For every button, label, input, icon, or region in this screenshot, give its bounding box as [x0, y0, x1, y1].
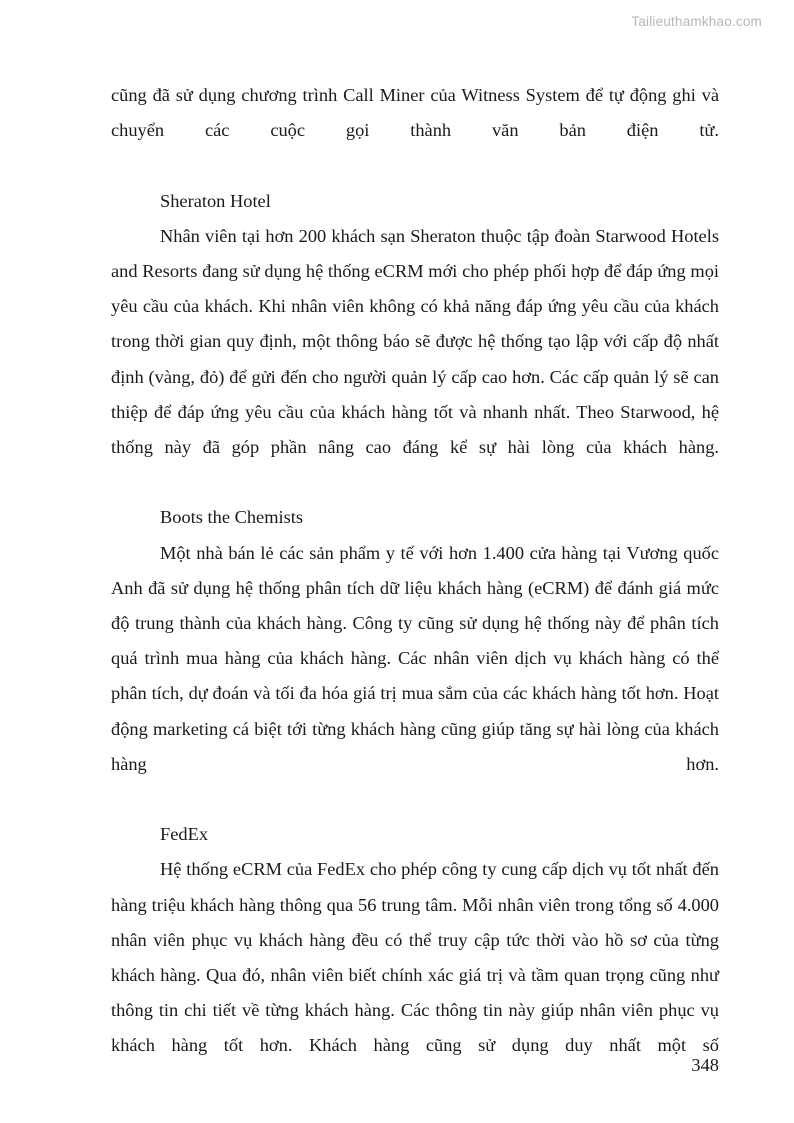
page-number: 348	[691, 1055, 719, 1075]
document-body	[111, 78, 719, 1099]
paragraph-call-miner: cũng đã sử dụng chương trình Call Miner của Witness System để tự động ghi và chuyển các cuộc gọi thành văn bản điện tử.	[111, 85, 719, 141]
heading-fedex: FedEx	[160, 824, 209, 845]
paragraph-sheraton: Nhân viên tại hơn 200 khách sạn Sheraton thuộc tập đoàn Starwood Hotels and Resorts đang sử dụng hệ thống eCRM mới cho phép phối hợp để đáp ứng mọi yêu cầu của khách. Khi nhân viên không có khả năng đáp ứng yêu cầu của khách trong thời gian quy định, một thông báo sẽ được hệ thống tạo lập với cấp độ nhất định (vàng, đỏ) để gửi đến cho người quản lý cấp cao hơn. Các cấp quản lý sẽ can thiệp để đáp ứng yêu cầu của khách hàng tốt và nhanh nhất. Theo Starwood, hệ thống này đã góp phần nâng cao đáng kể sự hài lòng của khách hàng.	[111, 225, 719, 458]
heading-sheraton-hotel: Sheraton Hotel	[160, 190, 271, 211]
watermark-tailieuthamkhao: Tailieuthamkhao.com	[631, 14, 762, 29]
heading-boots-the-chemists: Boots the Chemists	[160, 507, 304, 528]
paragraph-fedex: Hệ thống eCRM của FedEx cho phép công ty cung cấp dịch vụ tốt nhất đến hàng triệu khách hàng thông qua 56 trung tâm. Mỗi nhân viên trong tổng số 4.000 nhân viên phục vụ khách hàng đều có thể truy cập tức thời vào hồ sơ của từng khách hàng. Qua đó, nhân viên biết chính xác giá trị và tầm quan trọng cũng như thông tin chi tiết về từng khách hàng. Các thông tin này giúp nhân viên phục vụ khách hàng tốt hơn. Khách hàng cũng sử dụng duy nhất một số	[111, 859, 719, 1056]
paragraph-boots: Một nhà bán lẻ các sản phẩm y tế với hơn 1.400 cửa hàng tại Vương quốc Anh đã sử dụng hệ thống phân tích dữ liệu khách hàng (eCRM) để đánh giá mức độ trung thành của khách hàng. Công ty cũng sử dụng hệ thống này để phân tích quá trình mua hàng của khách hàng. Các nhân viên dịch vụ khách hàng có thể phân tích, dự đoán và tối đa hóa giá trị mua sắm của các khách hàng tốt hơn. Hoạt động marketing cá biệt tới từng khách hàng cũng giúp tăng sự hài lòng của khách hàng hơn.	[111, 542, 719, 774]
